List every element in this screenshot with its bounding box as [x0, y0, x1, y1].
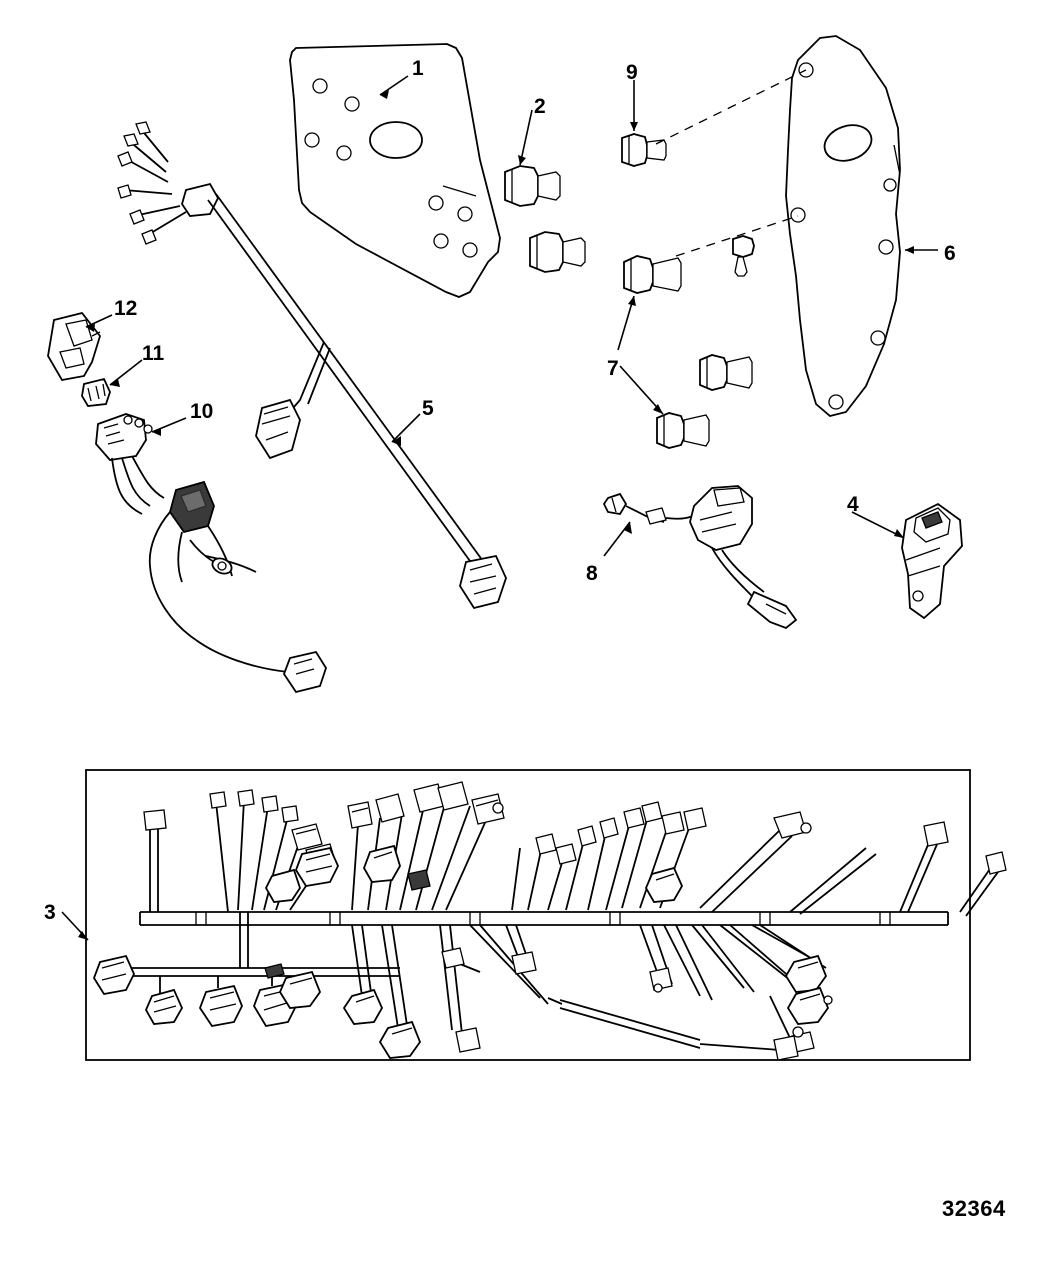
shoulder-bolt [505, 166, 585, 272]
callout-4: 4 [847, 493, 859, 516]
mounting-plate [290, 44, 500, 297]
callout-7: 7 [607, 357, 619, 380]
callout-6: 6 [944, 242, 956, 265]
leader-11 [110, 360, 142, 385]
leader-5 [392, 414, 420, 442]
connector-housing [48, 313, 100, 380]
leader-10-arrow [152, 428, 161, 436]
callout-3: 3 [44, 901, 56, 924]
callout-8: 8 [586, 562, 598, 585]
leader-7a-arrow [628, 296, 636, 306]
leader-2-arrow [518, 155, 526, 165]
assembly-axis-upper [656, 70, 806, 144]
hex-bolts [624, 236, 754, 448]
callout-2: 2 [534, 95, 546, 118]
callout-5: 5 [422, 397, 434, 420]
sensor-with-lead [604, 486, 796, 628]
leader-9-arrow [630, 122, 638, 131]
harness-clip-left [256, 400, 300, 458]
harness-assembly-small [96, 414, 326, 692]
leader-8 [604, 522, 630, 556]
leader-4-arrow [894, 529, 904, 538]
leader-6-arrow [905, 246, 914, 254]
callout-11: 11 [142, 342, 165, 365]
relay-module [902, 504, 962, 618]
leader-12 [86, 315, 112, 327]
callout-12: 12 [114, 297, 138, 320]
callout-10: 10 [190, 400, 214, 423]
small-connector [82, 379, 110, 406]
callout-1: 1 [412, 57, 424, 80]
harness-clip-end [460, 556, 506, 608]
transom-bracket [786, 36, 900, 416]
hex-bolt-small [622, 134, 666, 166]
callout-9: 9 [626, 61, 638, 84]
figure-number: 32364 [942, 1196, 1006, 1221]
